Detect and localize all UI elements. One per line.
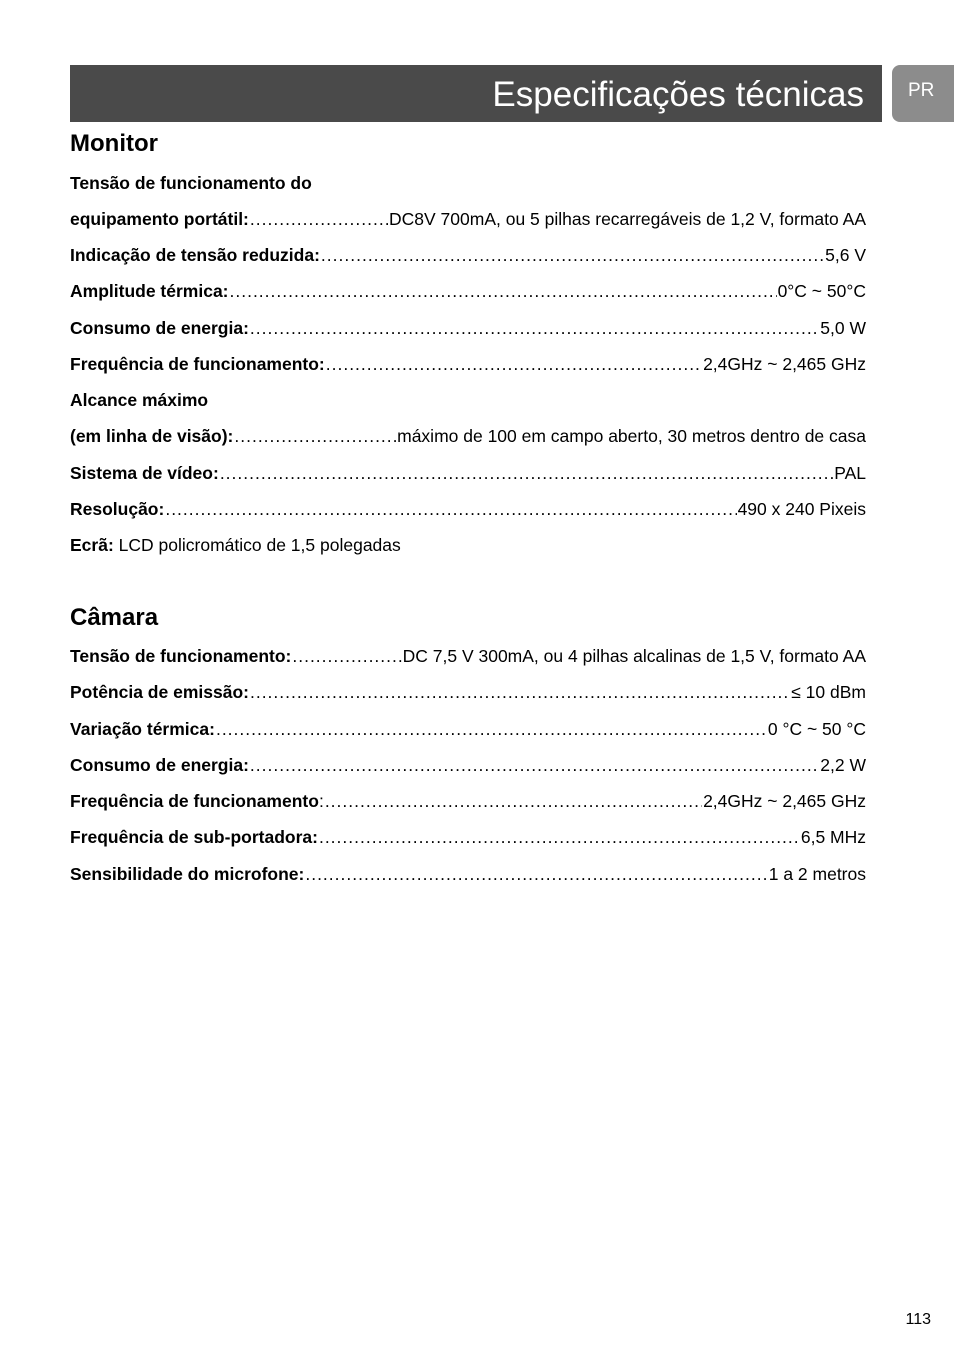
spec-label: equipamento portátil: [70,209,249,229]
title-bar [70,65,882,122]
spec-value: ≤ 10 dBm [791,682,866,702]
camara-frequencia-row [70,789,866,813]
spec-value: máximo de 100 em campo aberto, 30 metros dentro de casa [397,426,866,446]
dot-leader [216,717,767,741]
camara-tensao-row [70,644,866,668]
dot-leader [305,862,767,886]
spec-label: Consumo de energia: [70,755,249,775]
dot-leader [319,825,800,849]
spec-value: 490 x 240 Pixeis [737,499,866,519]
monitor-alcance-label-part1: Alcance máximo [70,390,209,410]
spec-value: DC 7,5 V 300mA, ou 4 pilhas alcalinas de 1,5 V, formato AA [402,646,866,666]
camara-microfone-row [70,862,866,886]
language-tab-label: PR [908,80,935,101]
dot-leader [220,461,833,485]
spec-separator: : [318,791,324,811]
dot-leader [250,753,819,777]
monitor-heading: Monitor [70,130,158,157]
language-tab [892,65,954,122]
camara-variacao-row [70,717,866,741]
dot-leader [234,424,396,448]
spec-label: Tensão de funcionamento: [70,646,292,666]
spec-label: Amplitude térmica: [70,281,229,301]
dot-leader [250,207,388,231]
spec-label: Frequência de funcionamento [70,791,319,811]
spec-value: 0 °C ~ 50 °C [767,719,866,739]
spec-label: Sensibilidade do microfone: [70,864,305,884]
dot-leader [250,316,819,340]
page-number: 113 [905,1311,931,1328]
spec-label: Potência de emissão: [70,682,249,702]
camara-consumo-row [70,753,866,777]
monitor-tensao-row [70,207,866,231]
dot-leader [250,680,790,704]
dot-leader [326,352,702,376]
monitor-tensao-label-part1: Tensão de funcionamento do [70,173,312,193]
spec-value: 5,0 W [820,318,866,338]
spec-label: Indicação de tensão reduzida: [70,245,320,265]
spec-label: Ecrã: [70,535,114,555]
monitor-sistema-row [70,461,866,485]
dot-leader [292,644,401,668]
spec-value: PAL [834,463,866,483]
spec-label: Variação térmica: [70,719,215,739]
spec-value: 0°C ~ 50°C [777,281,866,301]
monitor-indicacao-row [70,243,866,267]
spec-label: Frequência de funcionamento: [70,354,325,374]
monitor-tensao-label-line1 [70,171,312,195]
spec-label: Frequência de sub-portadora: [70,827,318,847]
spec-value: 2,4GHz ~ 2,465 GHz [703,791,866,811]
monitor-alcance-row [70,424,866,448]
monitor-alcance-label-line1 [70,388,208,412]
monitor-ecra-row [70,533,401,557]
spec-value: LCD policromático de 1,5 polegadas [118,535,401,555]
spec-value: DC8V 700mA, ou 5 pilhas recarregáveis de 1,2 V, formato AA [389,209,866,229]
dot-leader [325,789,702,813]
spec-label: Resolução: [70,499,165,519]
spec-value: 6,5 MHz [800,827,866,847]
camara-subportadora-row [70,825,866,849]
spec-label: (em linha de visão): [70,426,234,446]
dot-leader [230,279,777,303]
spec-label: Consumo de energia: [70,318,249,338]
camara-potencia-row [70,680,866,704]
spec-value: 2,2 W [820,755,866,775]
spec-value: 2,4GHz ~ 2,465 GHz [703,354,866,374]
monitor-consumo-row [70,316,866,340]
spec-value: 5,6 V [825,245,866,265]
dot-leader [321,243,824,267]
page-title: Especificações técnicas [492,75,864,114]
dot-leader [165,497,736,521]
monitor-amplitude-row [70,279,866,303]
spec-label: Sistema de vídeo: [70,463,219,483]
spec-value: 1 a 2 metros [768,864,866,884]
monitor-resolucao-row [70,497,866,521]
monitor-frequencia-row [70,352,866,376]
camara-heading: Câmara [70,604,159,631]
